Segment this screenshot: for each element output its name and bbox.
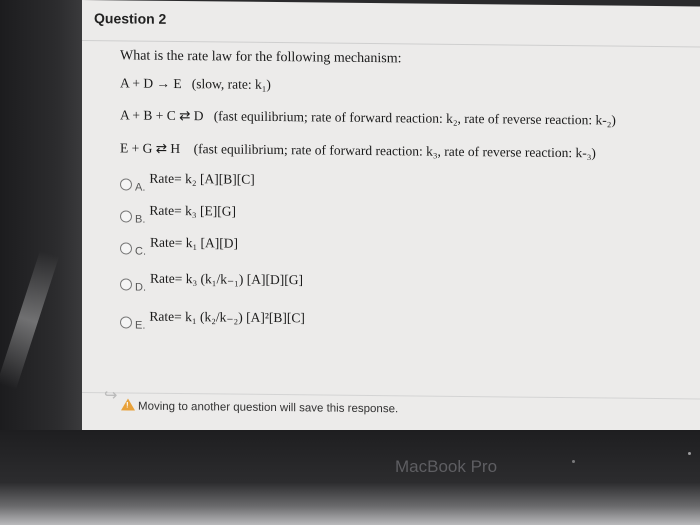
mechanism-note: (fast equilibrium; rate of forward reaction: k₃, rate of reverse reaction: k-₃) [193, 141, 596, 161]
question-prompt: What is the rate law for the following mechanism: [120, 48, 402, 67]
choice-letter: A. [135, 181, 146, 194]
mechanism-note: (fast equilibrium; rate of forward reaction: k₂, rate of reverse reaction: k-₂) [213, 108, 616, 128]
radio-button[interactable] [120, 316, 132, 328]
choice-text: Rate= k₃ [E][G] [149, 202, 236, 219]
radio-button[interactable] [120, 178, 132, 190]
footer-divider [82, 392, 700, 399]
choice-c[interactable] [120, 234, 239, 258]
choice-letter: C. [135, 245, 146, 258]
mechanism-equation: A + D → E [120, 75, 182, 92]
mechanism-note: (slow, rate: k₁) [191, 76, 271, 92]
macbook-logo-text: MacBook Pro [395, 457, 498, 476]
mechanism-equation: E + G ⇄ H [120, 140, 181, 157]
radio-button[interactable] [120, 242, 132, 254]
choice-letter: E. [135, 319, 146, 332]
laptop-bezel-bottom [0, 430, 700, 525]
dust-speck [688, 452, 691, 455]
quiz-screen [82, 0, 700, 436]
choice-letter: B. [135, 213, 146, 226]
return-arrow-icon: ↪ [104, 387, 118, 405]
question-header [82, 0, 700, 47]
choice-e[interactable] [120, 308, 305, 332]
choice-text: Rate= k₃ (k₁/k₋₁) [A][D][G] [150, 270, 303, 288]
question-title: Question 2 [94, 10, 167, 27]
mechanism-equation: A + B + C ⇄ D [120, 107, 204, 124]
warning-icon: ! [121, 398, 135, 410]
choice-d[interactable] [120, 270, 303, 294]
choice-text: Rate= k₁ [A][D] [150, 234, 239, 251]
choice-b[interactable] [120, 202, 236, 226]
radio-button[interactable] [120, 278, 132, 290]
save-warning-text: Moving to another question will save this response. [138, 400, 399, 416]
choice-text: Rate= k₁ (k₂/k₋₂) [A]²[B][C] [149, 308, 305, 326]
choice-a[interactable] [120, 170, 255, 194]
dust-speck [572, 460, 575, 463]
mechanism-step-2 [120, 107, 616, 128]
radio-button[interactable] [120, 210, 132, 222]
mechanism-step-3 [120, 140, 596, 161]
choice-text: Rate= k₂ [A][B][C] [149, 170, 255, 187]
mechanism-step-1 [120, 75, 271, 93]
choice-letter: D. [135, 281, 146, 294]
